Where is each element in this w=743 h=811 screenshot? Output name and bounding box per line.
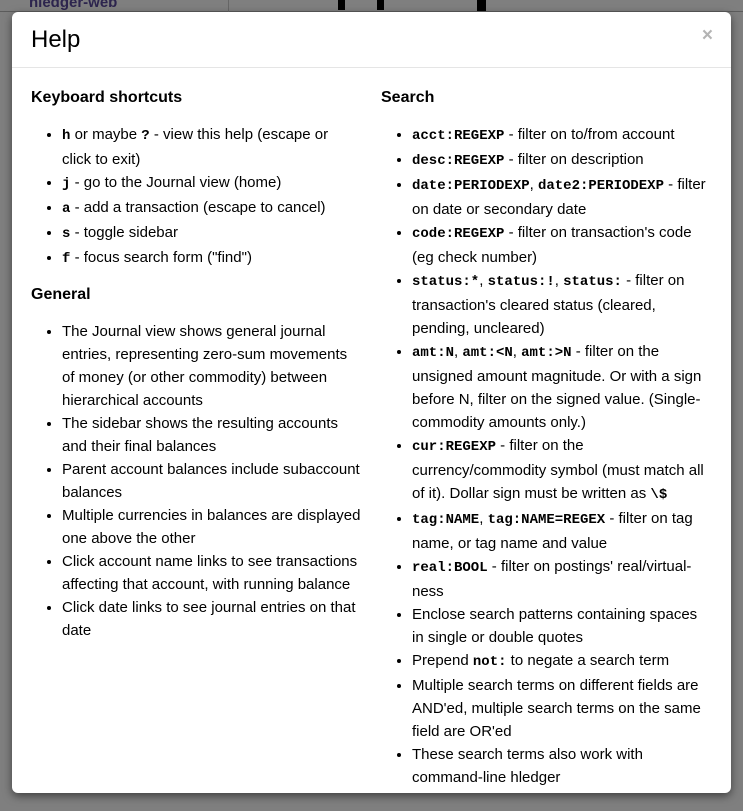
code-term: status:: [563, 274, 622, 290]
help-list-item: • j - go to the Journal view (home): [62, 171, 361, 196]
help-list-item: • code:REGEXP - filter on transaction's code (eg check number): [412, 221, 711, 269]
help-right-column: [381, 88, 711, 793]
help-list-item: • real:BOOL - filter on postings' real/virtual-ness: [412, 555, 711, 603]
code-term: amt:>N: [521, 345, 572, 361]
help-list-item: • acct:REGEXP - filter on to/from account: [412, 123, 711, 148]
help-modal: [12, 12, 731, 793]
code-term: j: [62, 176, 71, 192]
help-list-item: • date:PERIODEXP, date2:PERIODEXP - filter on date or secondary date: [412, 173, 711, 221]
bullet-list: [31, 320, 361, 642]
help-list-item: • status:*, status:!, status: - filter on transaction's cleared status (cleared, pending, uncleared): [412, 269, 711, 340]
code-term: h: [62, 128, 71, 144]
help-left-column: [31, 88, 361, 793]
code-term: real:BOOL: [412, 560, 488, 576]
help-list-item: • amt:N, amt:<N, amt:>N - filter on the unsigned amount magnitude. Or with a sign before N, filter on the signed value. (Single-commodity amounts only.): [412, 340, 711, 434]
help-list-item: • Click date links to see journal entries on that date: [62, 596, 361, 642]
help-list-item: • h or maybe ? - view this help (escape or click to exit): [62, 123, 361, 171]
code-term: date2:PERIODEXP: [537, 178, 664, 194]
modal-body: [12, 68, 731, 793]
help-list-item: • Multiple search terms on different fields are AND'ed, multiple search terms on the same field are OR'ed: [412, 674, 711, 743]
code-term: s: [62, 226, 71, 242]
code-term: tag:NAME: [412, 512, 480, 528]
code-term: ?: [141, 128, 150, 144]
help-list-item: • s - toggle sidebar: [62, 221, 361, 246]
code-term: amt:<N: [462, 345, 513, 361]
section-heading: Search: [381, 89, 435, 106]
code-term: status:*: [412, 274, 480, 290]
code-term: \$: [650, 487, 668, 503]
help-list-item: • Parent account balances include subaccount balances: [62, 458, 361, 504]
code-term: desc:REGEXP: [412, 153, 505, 169]
help-list-item: • desc:REGEXP - filter on description: [412, 148, 711, 173]
code-term: code:REGEXP: [412, 226, 505, 242]
code-term: f: [62, 251, 71, 267]
help-list-item: • cur:REGEXP - filter on the currency/commodity symbol (must match all of it). Dollar sign must be written as \$: [412, 434, 711, 507]
help-list-item: • Multiple currencies in balances are displayed one above the other: [62, 504, 361, 550]
help-list-item: • f - focus search form ("find"): [62, 246, 361, 271]
help-list-item: • These search terms also work with command-line hledger: [412, 743, 711, 789]
code-term: amt:N: [412, 345, 455, 361]
code-term: status:!: [487, 274, 555, 290]
code-term: date:PERIODEXP: [412, 178, 530, 194]
code-term: a: [62, 201, 71, 217]
help-list-item: • Enclose search patterns containing spaces in single or double quotes: [412, 603, 711, 649]
help-list-item: • tag:NAME, tag:NAME=REGEX - filter on tag name, or tag name and value: [412, 507, 711, 555]
close-icon[interactable]: ×: [698, 24, 717, 47]
help-list-item: • The Journal view shows general journal entries, representing zero-sum movements of money (or other commodity) between hierarchical accounts: [62, 320, 361, 412]
help-list-item: • Prepend not: to negate a search term: [412, 649, 711, 674]
section-heading: General: [31, 286, 91, 303]
bullet-list: [31, 123, 361, 271]
code-term: not:: [472, 654, 507, 670]
code-term: cur:REGEXP: [412, 439, 497, 455]
modal-title: Help: [31, 26, 81, 53]
code-term: acct:REGEXP: [412, 128, 505, 144]
code-term: tag:NAME=REGEX: [487, 512, 606, 528]
bullet-list: [381, 123, 711, 789]
help-list-item: • Click account name links to see transactions affecting that account, with running balance: [62, 550, 361, 596]
modal-header: [12, 12, 731, 68]
section-heading: Keyboard shortcuts: [31, 89, 183, 106]
help-list-item: • The sidebar shows the resulting accounts and their final balances: [62, 412, 361, 458]
help-list-item: • a - add a transaction (escape to cancel): [62, 196, 361, 221]
